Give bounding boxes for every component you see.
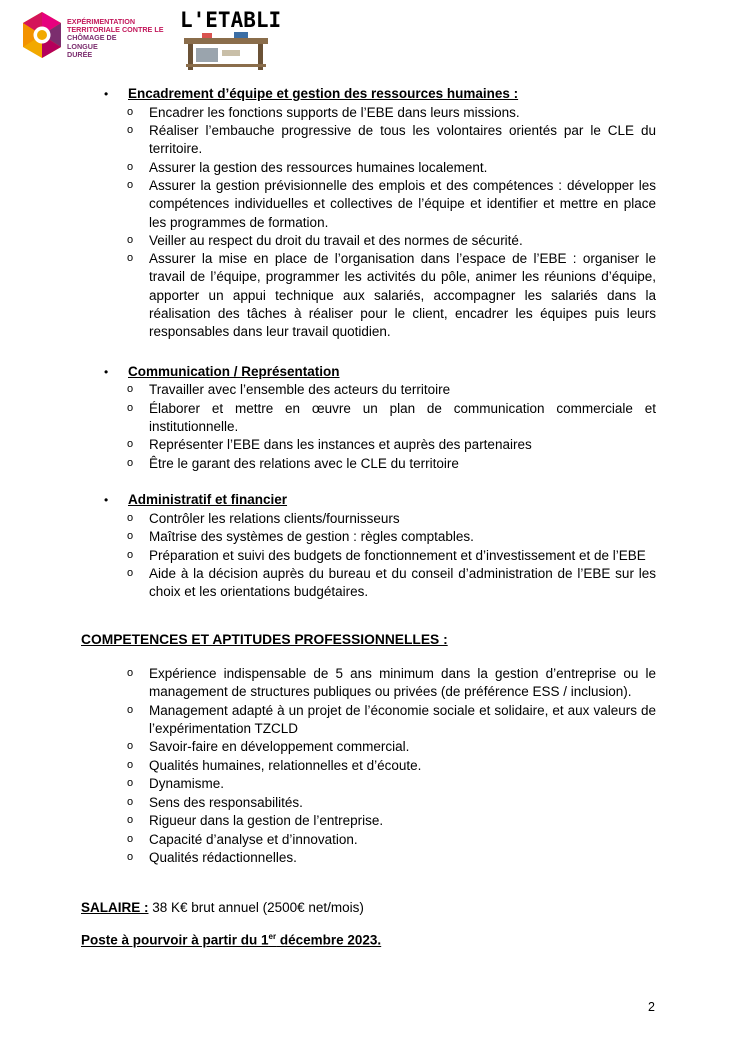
list-item: Rigueur dans la gestion de l’entreprise. <box>149 813 384 828</box>
logo-line: LONGUE <box>67 41 98 51</box>
logo-line: TERRITORIALE CONTRE LE <box>67 25 164 35</box>
list-item: Management adapté à un projet de l’économie sociale et solidaire, et aux valeurs de l’expérimentation TZCLD <box>149 703 656 737</box>
sub-marker: o <box>127 796 134 808</box>
list-item: Réaliser l’embauche progressive de tous les volontaires orientés par le CLE du territoire. <box>149 123 656 157</box>
list-item: Sens des responsabilités. <box>149 795 303 810</box>
list-item: Maîtrise des systèmes de gestion : règles comptables. <box>149 529 474 544</box>
sub-marker: o <box>127 457 134 469</box>
poste-text: Poste à pourvoir à partir du 1 <box>81 932 269 948</box>
list-item: Travailler avec l’ensemble des acteurs du territoire <box>149 382 451 397</box>
sub-marker: o <box>127 106 134 118</box>
sub-marker: o <box>127 549 134 561</box>
poste-sup: er <box>268 932 277 941</box>
bullet-marker: • <box>104 365 109 379</box>
sub-marker: o <box>127 667 134 679</box>
sub-marker: o <box>127 438 134 450</box>
logo-line: DURÉE <box>67 49 93 59</box>
sub-marker: o <box>127 777 134 789</box>
list-item: Élaborer et mettre en œuvre un plan de communication commerciale et institutionnelle. <box>149 401 656 435</box>
sub-marker: o <box>127 179 134 191</box>
list-item: Assurer la gestion des ressources humaines localement. <box>149 160 488 175</box>
list-item: Qualités rédactionnelles. <box>149 850 297 865</box>
sub-marker: o <box>127 759 134 771</box>
sub-marker: o <box>127 124 134 136</box>
poste-date: décembre 2023. <box>276 932 382 948</box>
salary-label: SALAIRE : <box>81 900 149 915</box>
sub-marker: o <box>127 833 134 845</box>
list-item: Dynamisme. <box>149 776 225 791</box>
list-item: Assurer la mise en place de l’organisation dans l’espace de l’EBE : organiser le travail de l’équipe, programmer les activités du pôle, animer les réunions d’équipe, apporter un appui technique aux salariés, accompagner les salariés dans la réalisation des tâches à réaliser pour le client, encadrer les équipes puis leurs responsables dans leur travail quotidien. <box>149 251 656 340</box>
salary-line <box>81 900 364 915</box>
list-item: Qualités humaines, relationnelles et d’écoute. <box>149 758 422 773</box>
section-title: Communication / Représentation <box>128 364 340 379</box>
list-item: Assurer la gestion prévisionnelle des emplois et des compétences : développer les compétences individuelles et collectives de l’équipe et identifier et mettre en place les programmes de formation. <box>149 178 656 230</box>
page-number: 2 <box>648 1000 655 1014</box>
list-item: Contrôler les relations clients/fournisseurs <box>149 511 400 526</box>
sub-marker: o <box>127 252 134 264</box>
bullet-marker: • <box>104 87 109 101</box>
workbench-icon <box>176 8 278 72</box>
competences-title: COMPETENCES ET APTITUDES PROFESSIONNELLES : <box>81 632 448 647</box>
sub-marker: o <box>127 512 134 524</box>
poste-line <box>81 932 381 948</box>
sub-marker: o <box>127 402 134 414</box>
list-item: Préparation et suivi des budgets de fonctionnement et d’investissement et de l’EBE <box>149 548 646 563</box>
list-item: Veiller au respect du droit du travail et des normes de sécurité. <box>149 233 523 248</box>
section-title: Administratif et financier <box>128 492 288 507</box>
sub-marker: o <box>127 161 134 173</box>
list-item: Savoir-faire en développement commercial. <box>149 739 410 754</box>
sub-marker: o <box>127 814 134 826</box>
page-header <box>20 8 440 70</box>
sub-marker: o <box>127 383 134 395</box>
list-item: Expérience indispensable de 5 ans minimum dans la gestion d’entreprise ou le management de structures publiques ou privées (de préférence ESS / inclusion). <box>149 666 656 700</box>
bullet-marker: • <box>104 493 109 507</box>
etabli-logo <box>176 8 282 72</box>
logo-line: CHÔMAGE DE <box>67 33 117 43</box>
section-title: Encadrement d’équipe et gestion des ressources humaines : <box>128 86 519 101</box>
sub-marker: o <box>127 851 134 863</box>
hexagon-logo-icon <box>20 10 64 60</box>
sub-marker: o <box>127 704 134 716</box>
sub-marker: o <box>127 530 134 542</box>
list-item: Aide à la décision auprès du bureau et du conseil d’administration de l’EBE sur les choix et les orientations budgétaires. <box>149 566 656 600</box>
list-item: Capacité d’analyse et d’innovation. <box>149 832 358 847</box>
sub-marker: o <box>127 740 134 752</box>
etabli-title: L'ETABLI <box>180 8 282 32</box>
tzcld-logo <box>20 10 190 66</box>
list-item: Encadrer les fonctions supports de l’EBE dans leurs missions. <box>149 105 520 120</box>
sub-marker: o <box>127 567 134 579</box>
list-item: Être le garant des relations avec le CLE du territoire <box>149 456 459 471</box>
sub-marker: o <box>127 234 134 246</box>
salary-value: 38 K€ brut annuel (2500€ net/mois) <box>148 900 364 915</box>
list-item: Représenter l’EBE dans les instances et auprès des partenaires <box>149 437 532 452</box>
logo-line: EXPÉRIMENTATION <box>67 17 136 26</box>
